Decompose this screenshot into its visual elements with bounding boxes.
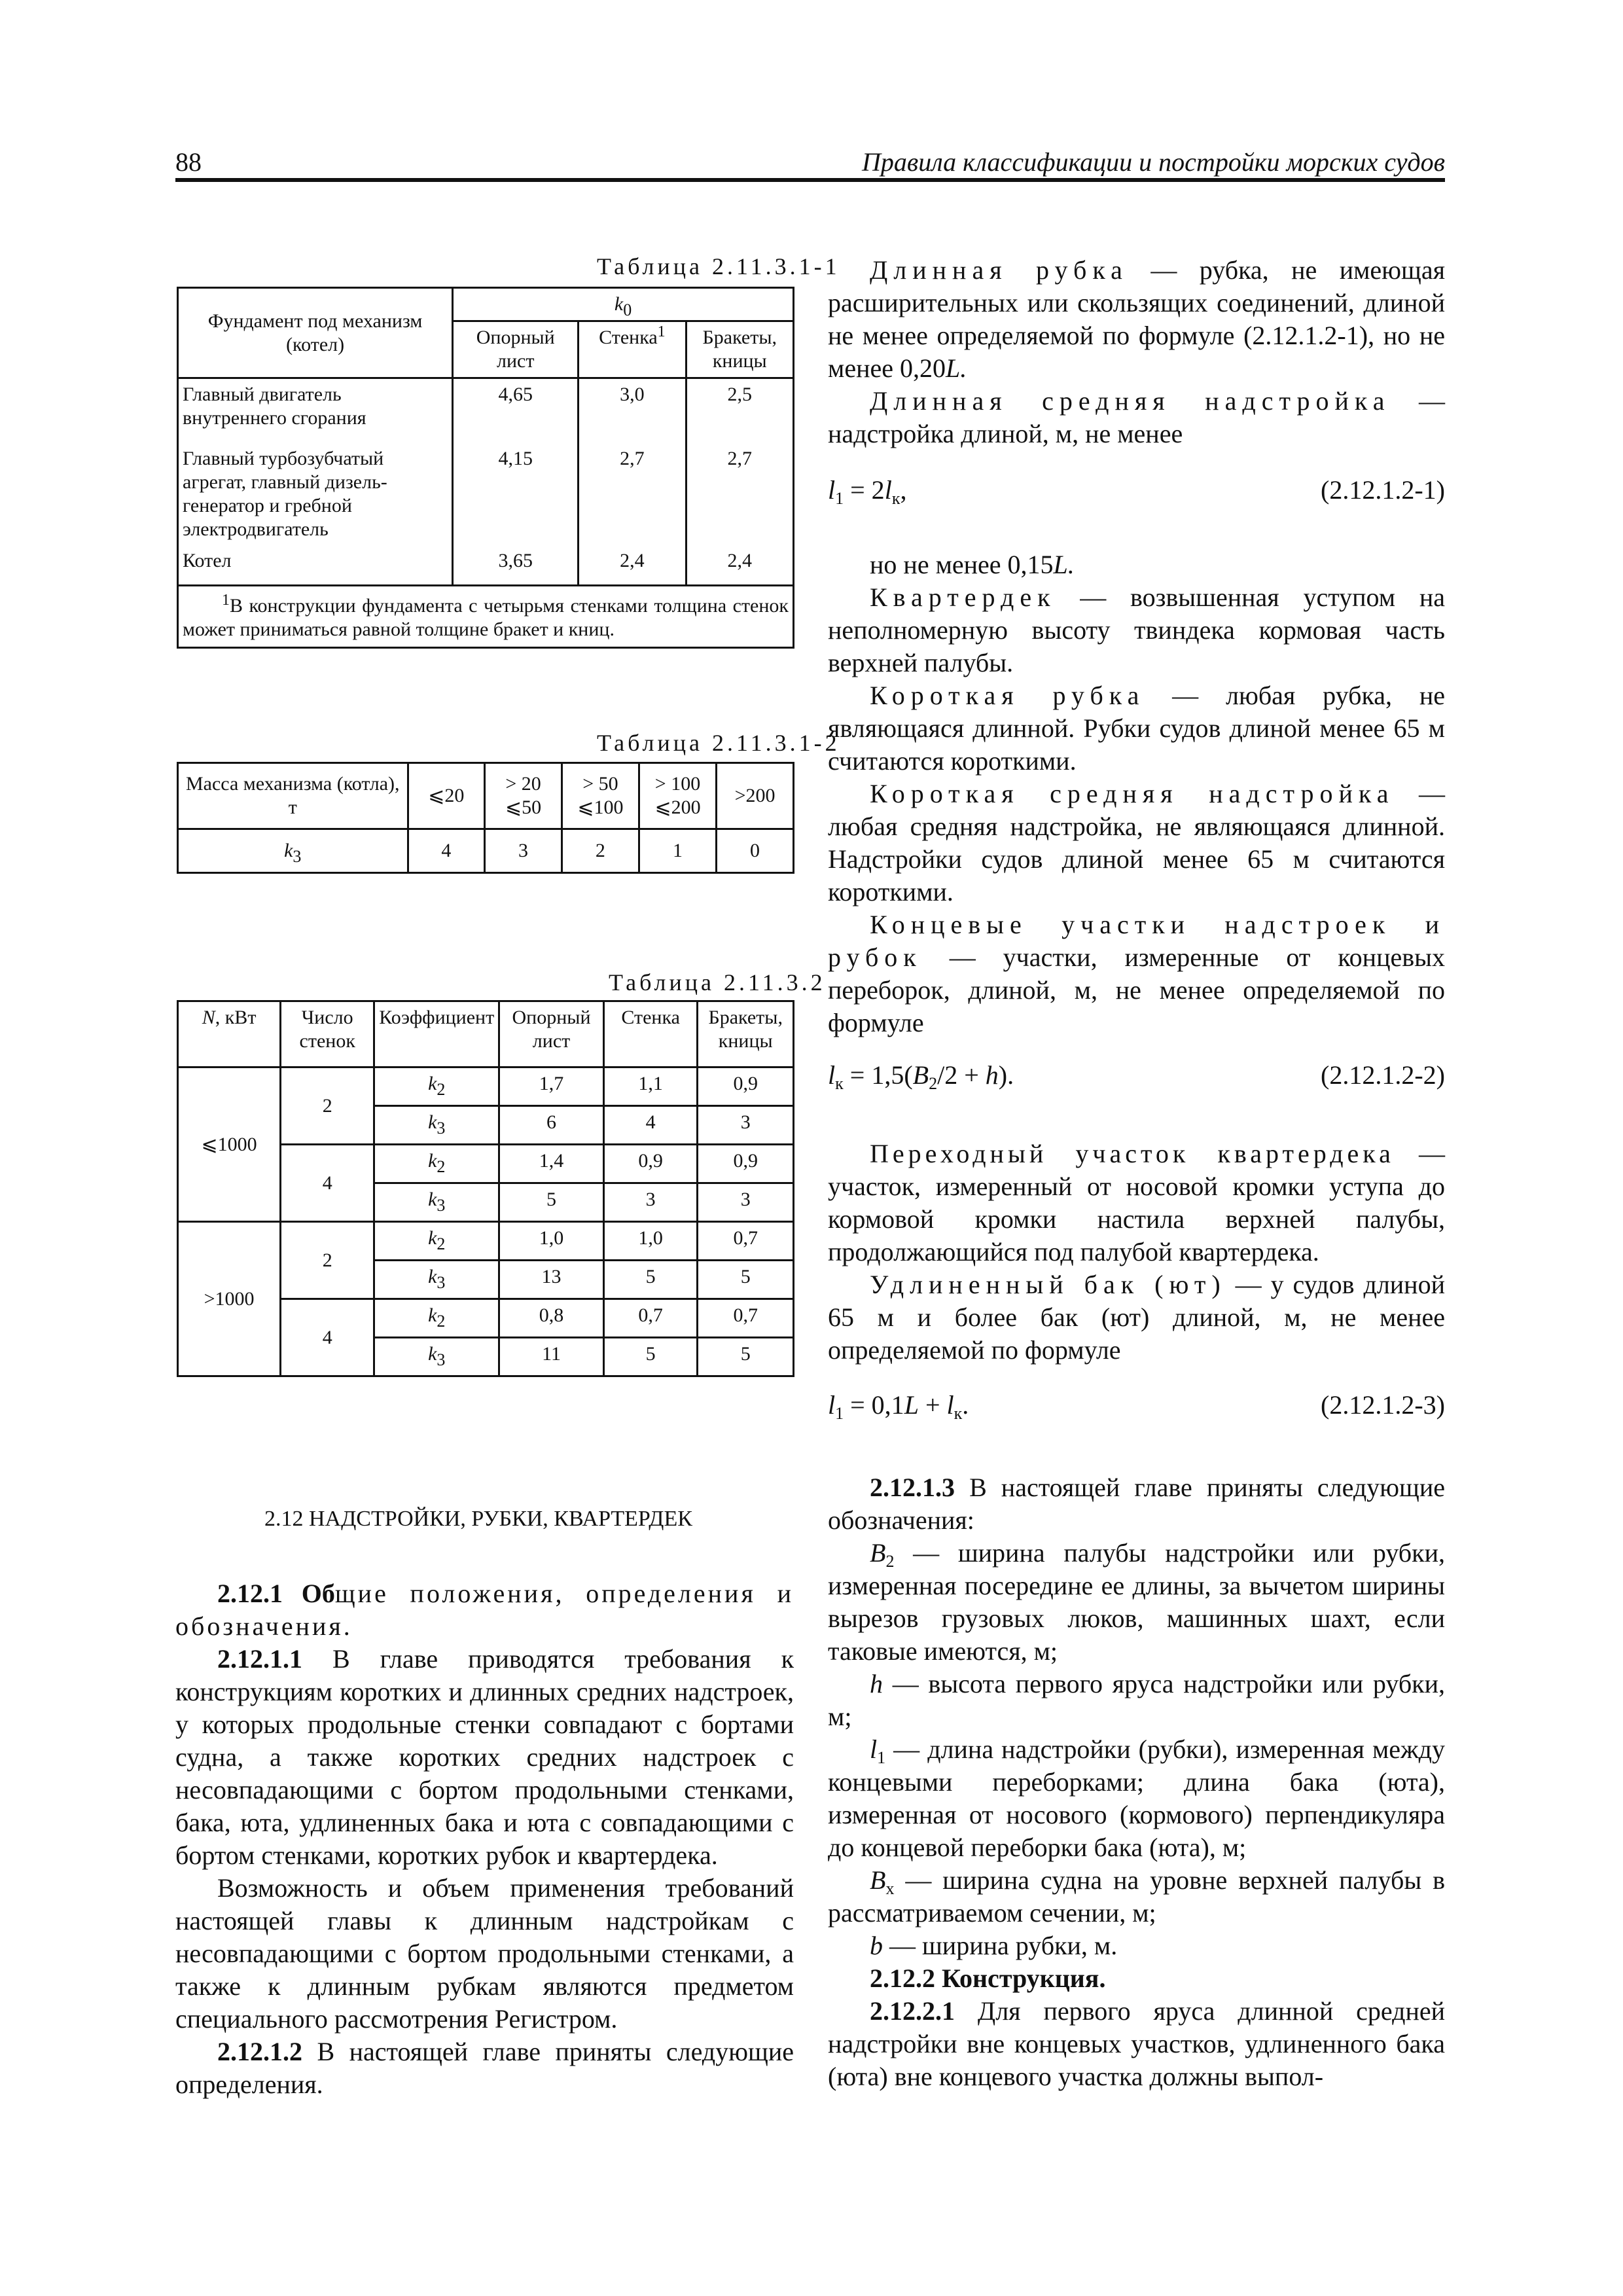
page-number: 88 <box>175 147 202 177</box>
table3 <box>177 1000 794 1377</box>
table2-head-cell: >200 <box>717 763 794 829</box>
paragraph-2-12-2: 2.12.2 Конструкция. <box>870 1964 1106 1993</box>
table3-head-n: N, кВт <box>178 1001 281 1067</box>
table-row: 4 $k_2$ 1,4 0,9 0,9 <box>178 1145 794 1183</box>
left-column-text <box>175 1503 794 2101</box>
table-row: 4 $k_2$ 0,8 0,7 0,7 <box>178 1299 794 1338</box>
table-row: Главный двигатель внутреннего сгорания 4,65 3,0 2,5 <box>178 378 794 444</box>
table-row: $k_3$ 5 3 3 <box>178 1183 794 1222</box>
table1-head-cell: Бракеты, кницы <box>686 321 793 378</box>
right-column-text <box>828 254 1445 2093</box>
table1-caption: Таблица 2.11.3.1-1 <box>597 253 840 279</box>
table2-head-cell: > 50 ⩽100 <box>562 763 639 829</box>
table2-caption: Таблица 2.11.3.1-2 <box>597 730 840 756</box>
header-rule <box>175 178 1445 182</box>
table3-head-cell: Опорный лист <box>499 1001 604 1067</box>
symbol-bx: $B_x$ — ширина судна на уровне верхней палубы в рассматриваемом сечении, м; <box>828 1865 1446 1928</box>
running-title: Правила классификации и постройки морских судов <box>861 147 1445 177</box>
table-row: $k_3$ 6 4 3 <box>178 1106 794 1145</box>
table1 <box>177 287 794 649</box>
table1-head-cell: Стенка$^1$ <box>579 321 686 378</box>
def-extended-forecastle: Удлиненный бак (ют) — у судов длиной 65 м и более бак (ют) длиной, м, не менее определяемой по формуле <box>828 1270 1445 1365</box>
table3-head-cell: Коэффициент <box>374 1001 499 1067</box>
table1-note: $^1$В конструкции фундамента с четырьмя стенками толщина стенок может приниматься равной толщине бракет и книц. <box>178 586 794 648</box>
paragraph-2-12-1-2: 2.12.1.2 В настоящей главе приняты следующие определения. <box>175 2037 794 2099</box>
table-row: ⩽1000 2 $k_2$ 1,7 1,1 0,9 <box>178 1067 794 1106</box>
formula-2-12-1-2-3: $l_1 = 0,1L + l_к$. (2.12.1.2-3) <box>828 1390 1445 1423</box>
symbol-b: b — ширина рубки, м. <box>870 1931 1118 1960</box>
def-quarterdeck-transition: Переходный участок квартердека — участок, измеренный от носовой кромки уступа до кормовой кромки настила верхней палубы, продолжающийся под палубой квартердека. <box>828 1139 1446 1266</box>
table1-head-cell: Опорный лист <box>453 321 579 378</box>
table-row: Главный турбозубчатый агрегат, главный дизель-генератор и гребной электродвигатель 4,15 2,7 2,7 <box>178 443 794 545</box>
table-row: >1000 2 $k_2$ 1,0 1,0 0,7 <box>178 1222 794 1261</box>
table2-head-col1: Масса механизма (котла), т <box>178 763 408 829</box>
symbol-l1: $l_1$ — длина надстройки (рубки), измеренная между концевыми переборками; длина бака (юта), измеренная от носового (кормового) перпендикуляра до концевой переборки бака (юта), м; <box>828 1734 1445 1862</box>
table-row: $k_3$ 13 5 5 <box>178 1261 794 1299</box>
table-row: Котел 3,65 2,4 2,4 <box>178 545 794 586</box>
table-row: $k_3$ 11 5 5 <box>178 1338 794 1376</box>
def-long-deckhouse: Длинная рубка — рубка, не имеющая расширительных или скользящих соединений, длиной не менее определяемой по формуле (2.12.1.2-1), но не менее 0,20L. <box>828 255 1446 383</box>
def-long-superstructure: Длинная средняя надстройка — надстройка длиной, м, не менее <box>828 386 1446 448</box>
paragraph-2-12-2-1: 2.12.2.1 Для первого яруса длинной средней надстройки вне концевых участков, удлиненного бака (юта) вне концевого участка должны выпол- <box>828 1996 1446 2091</box>
paragraph-2-12-1: 2.12.1 Общие положения, определения и обозначения. <box>175 1579 794 1641</box>
def-short-deckhouse: Короткая рубка — любая рубка, не являющаяся длинной. Рубки судов длиной менее 65 м считаются короткими. <box>828 681 1446 776</box>
def-short-superstructure: Короткая средняя надстройка — любая средняя надстройка, не являющаяся длинной. Надстройки судов длиной менее 65 м считаются короткими. <box>828 779 1445 906</box>
table3-head-cell: Число стенок <box>281 1001 374 1067</box>
table3-head-cell: Стенка <box>603 1001 698 1067</box>
table3-head-cell: Бракеты, кницы <box>698 1001 794 1067</box>
paragraph-2-12-1-3: 2.12.1.3 В настоящей главе приняты следующие обозначения: <box>828 1473 1446 1535</box>
symbol-b2: $B_2$ — ширина палубы надстройки или рубки, измеренная посередине ее длины, за вычетом ширины вырезов грузовых люков, машинных шахт, если таковые имеются, м; <box>828 1538 1445 1666</box>
def-quarterdeck: Квартердек — возвышенная уступом на неполномерную высоту твиндека кормовая часть верхней палубы. <box>828 583 1445 677</box>
table3-caption: Таблица 2.11.3.2 <box>609 969 826 996</box>
formula-2-12-1-2-2: $l_к = 1,5(B_2/2 + h)$. (2.12.1.2-2) <box>828 1060 1445 1093</box>
symbol-h: h — высота первого яруса надстройки или рубки, м; <box>828 1669 1446 1731</box>
table2-head-cell: ⩽20 <box>408 763 485 829</box>
paragraph-2-12-1-1: 2.12.1.1 В главе приводятся требования к конструкциям коротких и длинных средних надстроек, у которых продольные стенки совпадают с бортами судна, а также коротких средних надстроек с несовпадающими с бортом продольными стенками, бака, юта, удлиненных бака и юта с совпадающими с бортом стенками, коротких рубок и квартердека. <box>175 1644 794 1870</box>
table1-head-col1: Фундамент под механизм (котел) <box>178 288 453 378</box>
table-row: $k_3$ 4 3 2 1 0 <box>178 829 794 873</box>
formula-2-12-1-2-1: $l_1 = 2l_к$, (2.12.1.2-1) <box>828 475 1445 508</box>
def-end-regions: Концевые участки надстроек и рубок — участки, измеренные от концевых переборок, длиной, м, не менее определяемой по формуле <box>828 910 1446 1037</box>
paragraph-scope: Возможность и объем применения требований настоящей главы к длинным надстройкам с несовпадающими с бортом продольными стенками, а также к длинным рубкам являются предметом специального рассмотрения Регистром. <box>175 1873 794 2034</box>
def-long-superstructure-min: но не менее 0,15L. <box>870 550 1075 579</box>
table1-head-group: $k_0$ <box>453 288 794 321</box>
table2 <box>177 762 794 874</box>
table2-head-cell: > 20 ⩽50 <box>485 763 562 829</box>
section-title: 2.12 НАДСТРОЙКИ, РУБКИ, КВАРТЕРДЕК <box>264 1507 692 1531</box>
table2-head-cell: > 100 ⩽200 <box>639 763 716 829</box>
